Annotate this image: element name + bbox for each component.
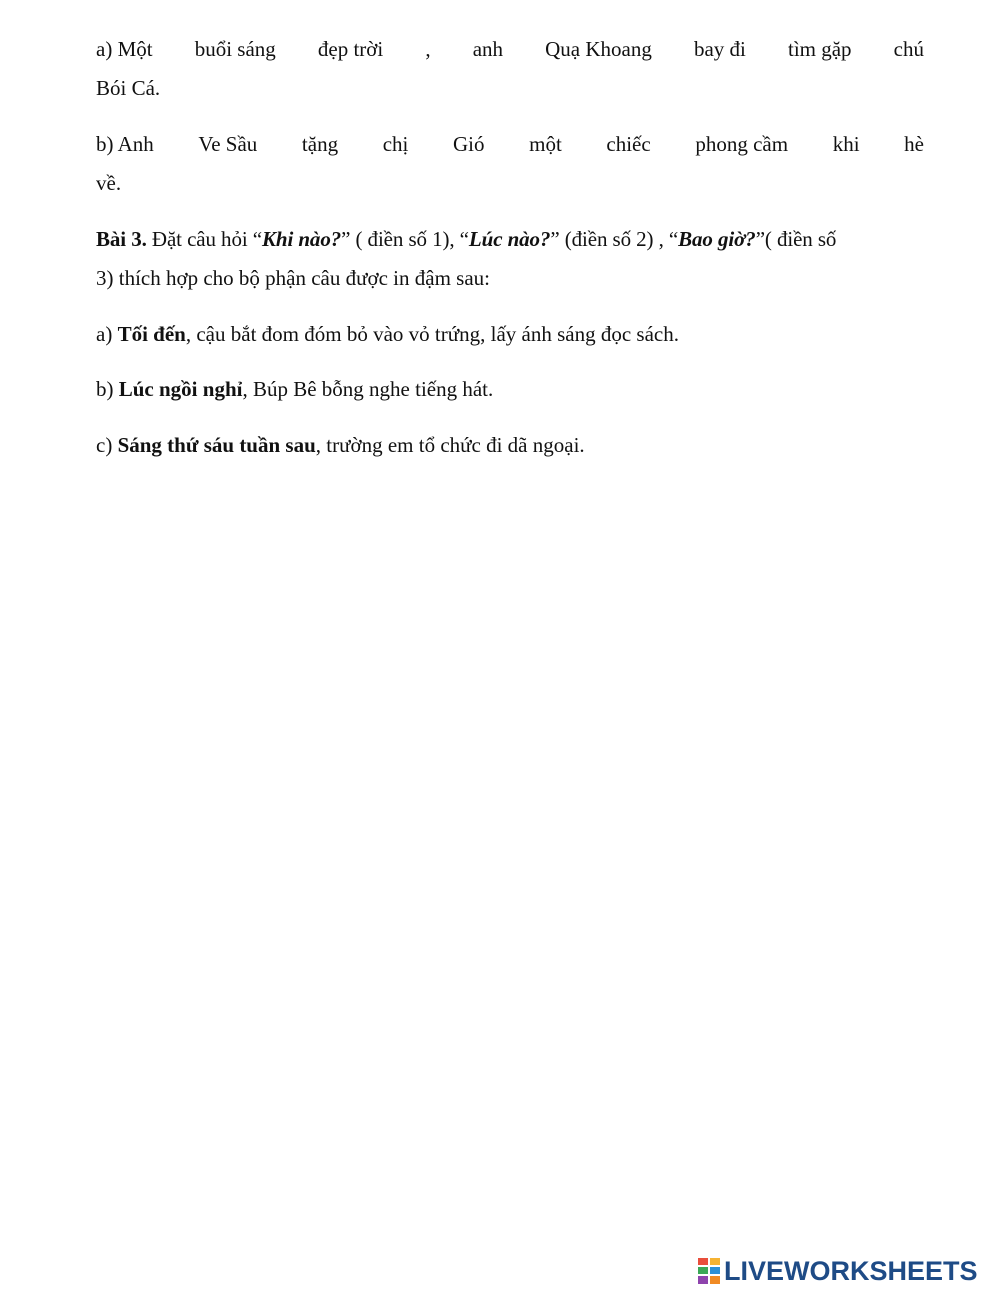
instruction-text: ” ( điền số 1), “ <box>341 227 469 251</box>
item-rest: , trường em tổ chức đi dã ngoại. <box>315 433 585 457</box>
word: đẹp trời <box>317 37 384 61</box>
sentence-a-line-2: Bói Cá. <box>96 76 161 100</box>
item-c <box>96 430 924 460</box>
word: buổi sáng <box>194 37 276 61</box>
word: khi <box>832 132 860 156</box>
liveworksheets-logo <box>697 1254 978 1288</box>
exercise-3-instruction <box>96 224 924 254</box>
word: Quạ Khoang <box>545 37 652 61</box>
item-prefix: c) <box>96 433 118 457</box>
item-rest: , Búp Bê bỗng nghe tiếng hát. <box>242 377 494 401</box>
word: bay đi <box>693 37 746 61</box>
liveworksheets-wordmark: LIVEWORKSHEETS <box>724 1255 978 1286</box>
bold-phrase: Tối đến <box>117 322 186 346</box>
word: chú <box>893 37 924 61</box>
word: a) Một <box>96 37 153 61</box>
instruction-text: ”( điền số <box>755 227 837 251</box>
question-khi-nao: Khi nào? <box>261 227 342 251</box>
word: chiếc <box>606 132 651 156</box>
question-bao-gio: Bao giờ? <box>678 227 756 251</box>
bold-phrase: Lúc ngồi nghỉ <box>118 377 243 401</box>
logo-block <box>709 1275 721 1285</box>
logo-block <box>709 1257 721 1266</box>
logo-block <box>697 1266 709 1275</box>
item-b <box>96 374 924 404</box>
logo-block <box>697 1275 709 1285</box>
word: chị <box>382 132 409 156</box>
sentence-b-line-2: về. <box>96 171 122 195</box>
bold-phrase: Sáng thứ sáu tuần sau <box>117 433 316 457</box>
logo-block <box>697 1257 709 1266</box>
word: tặng <box>301 132 339 156</box>
sentence-a-line-1 <box>96 34 924 64</box>
item-prefix: b) <box>96 377 119 401</box>
word: hè <box>904 132 924 156</box>
word: một <box>529 132 562 156</box>
sentence-b-line-1 <box>96 129 924 159</box>
instruction-text: Đặt câu hỏi “ <box>146 227 262 251</box>
word: Gió <box>452 132 485 156</box>
item-prefix: a) <box>96 322 118 346</box>
exercise-3-instruction-line-2: 3) thích hợp cho bộ phận câu được in đậm sau: <box>96 266 490 290</box>
word: b) Anh <box>96 132 154 156</box>
word: phong cầm <box>695 132 789 156</box>
item-a <box>96 319 924 349</box>
exercise-3-label: Bài 3. <box>96 227 147 251</box>
word: , <box>425 37 431 61</box>
word: tìm gặp <box>787 37 852 61</box>
liveworksheets-logo-icon <box>697 1257 721 1285</box>
item-rest: , cậu bắt đom đóm bỏ vào vỏ trứng, lấy ánh sáng đọc sách. <box>185 322 679 346</box>
question-luc-nao: Lúc nào? <box>468 227 551 251</box>
logo-block <box>709 1266 721 1275</box>
word: anh <box>472 37 504 61</box>
word: Ve Sầu <box>198 132 258 156</box>
instruction-text: ” (điền số 2) , “ <box>550 227 679 251</box>
